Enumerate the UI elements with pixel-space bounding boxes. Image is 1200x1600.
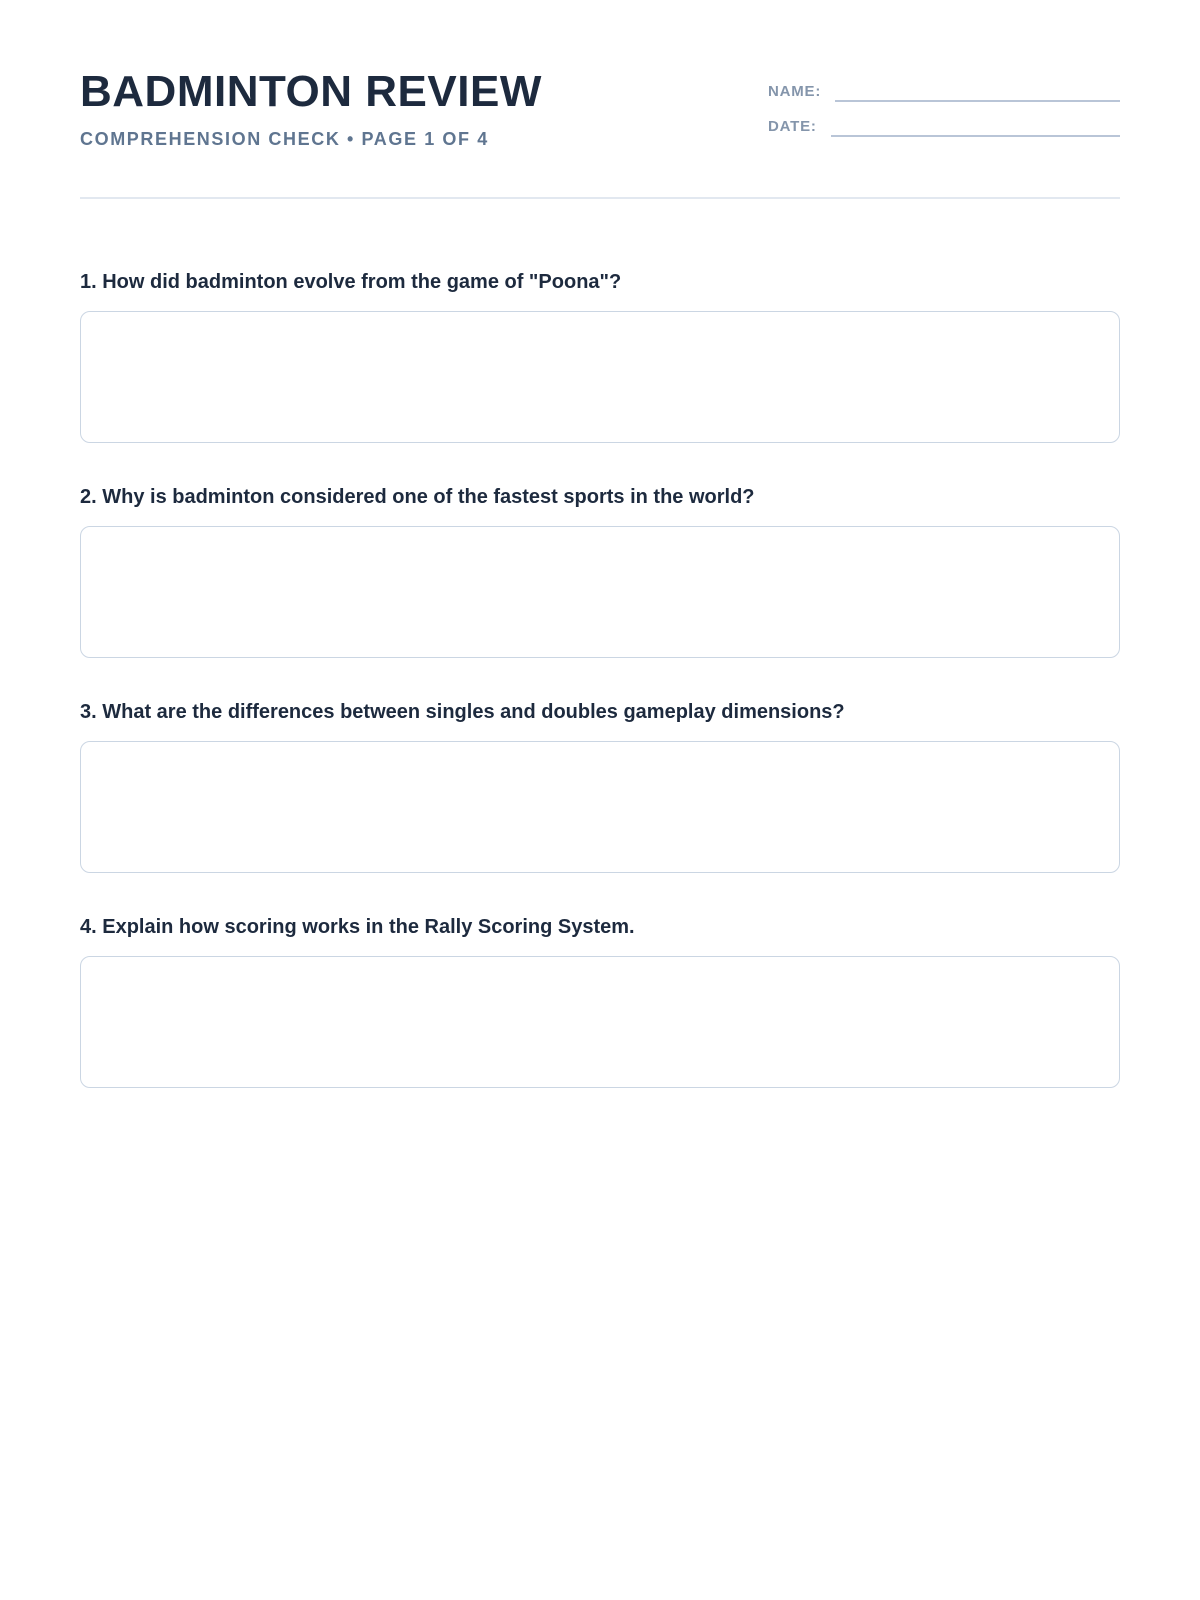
question-4-answer-box[interactable]	[80, 956, 1120, 1088]
questions-list	[80, 271, 1120, 1088]
name-field-row	[768, 84, 1120, 102]
name-date-fields	[768, 70, 1120, 137]
question-2-label: 2. Why is badminton considered one of the fastest sports in the world?	[80, 486, 755, 508]
question-section-2	[80, 486, 1120, 658]
header-divider	[80, 197, 1120, 199]
question-section-3	[80, 701, 1120, 873]
date-label: DATE:	[768, 118, 817, 135]
question-2-answer-box[interactable]	[80, 526, 1120, 658]
date-input-line[interactable]	[831, 119, 1120, 137]
name-input-line[interactable]	[835, 84, 1120, 102]
question-section-4	[80, 916, 1120, 1088]
question-1-label: 1. How did badminton evolve from the game of "Poona"?	[80, 271, 622, 293]
question-3-label: 3. What are the differences between singles and doubles gameplay dimensions?	[80, 701, 845, 723]
page-title: BADMINTON REVIEW	[80, 67, 542, 116]
title-block	[80, 67, 542, 150]
question-1-answer-box[interactable]	[80, 311, 1120, 443]
question-4-label: 4. Explain how scoring works in the Rally Scoring System.	[80, 916, 635, 938]
page-subtitle: COMPREHENSION CHECK • PAGE 1 OF 4	[80, 129, 489, 149]
worksheet-header	[80, 67, 1120, 150]
question-section-1	[80, 271, 1120, 443]
question-3-answer-box[interactable]	[80, 741, 1120, 873]
name-label: NAME:	[768, 83, 822, 100]
date-field-row	[768, 119, 1120, 137]
